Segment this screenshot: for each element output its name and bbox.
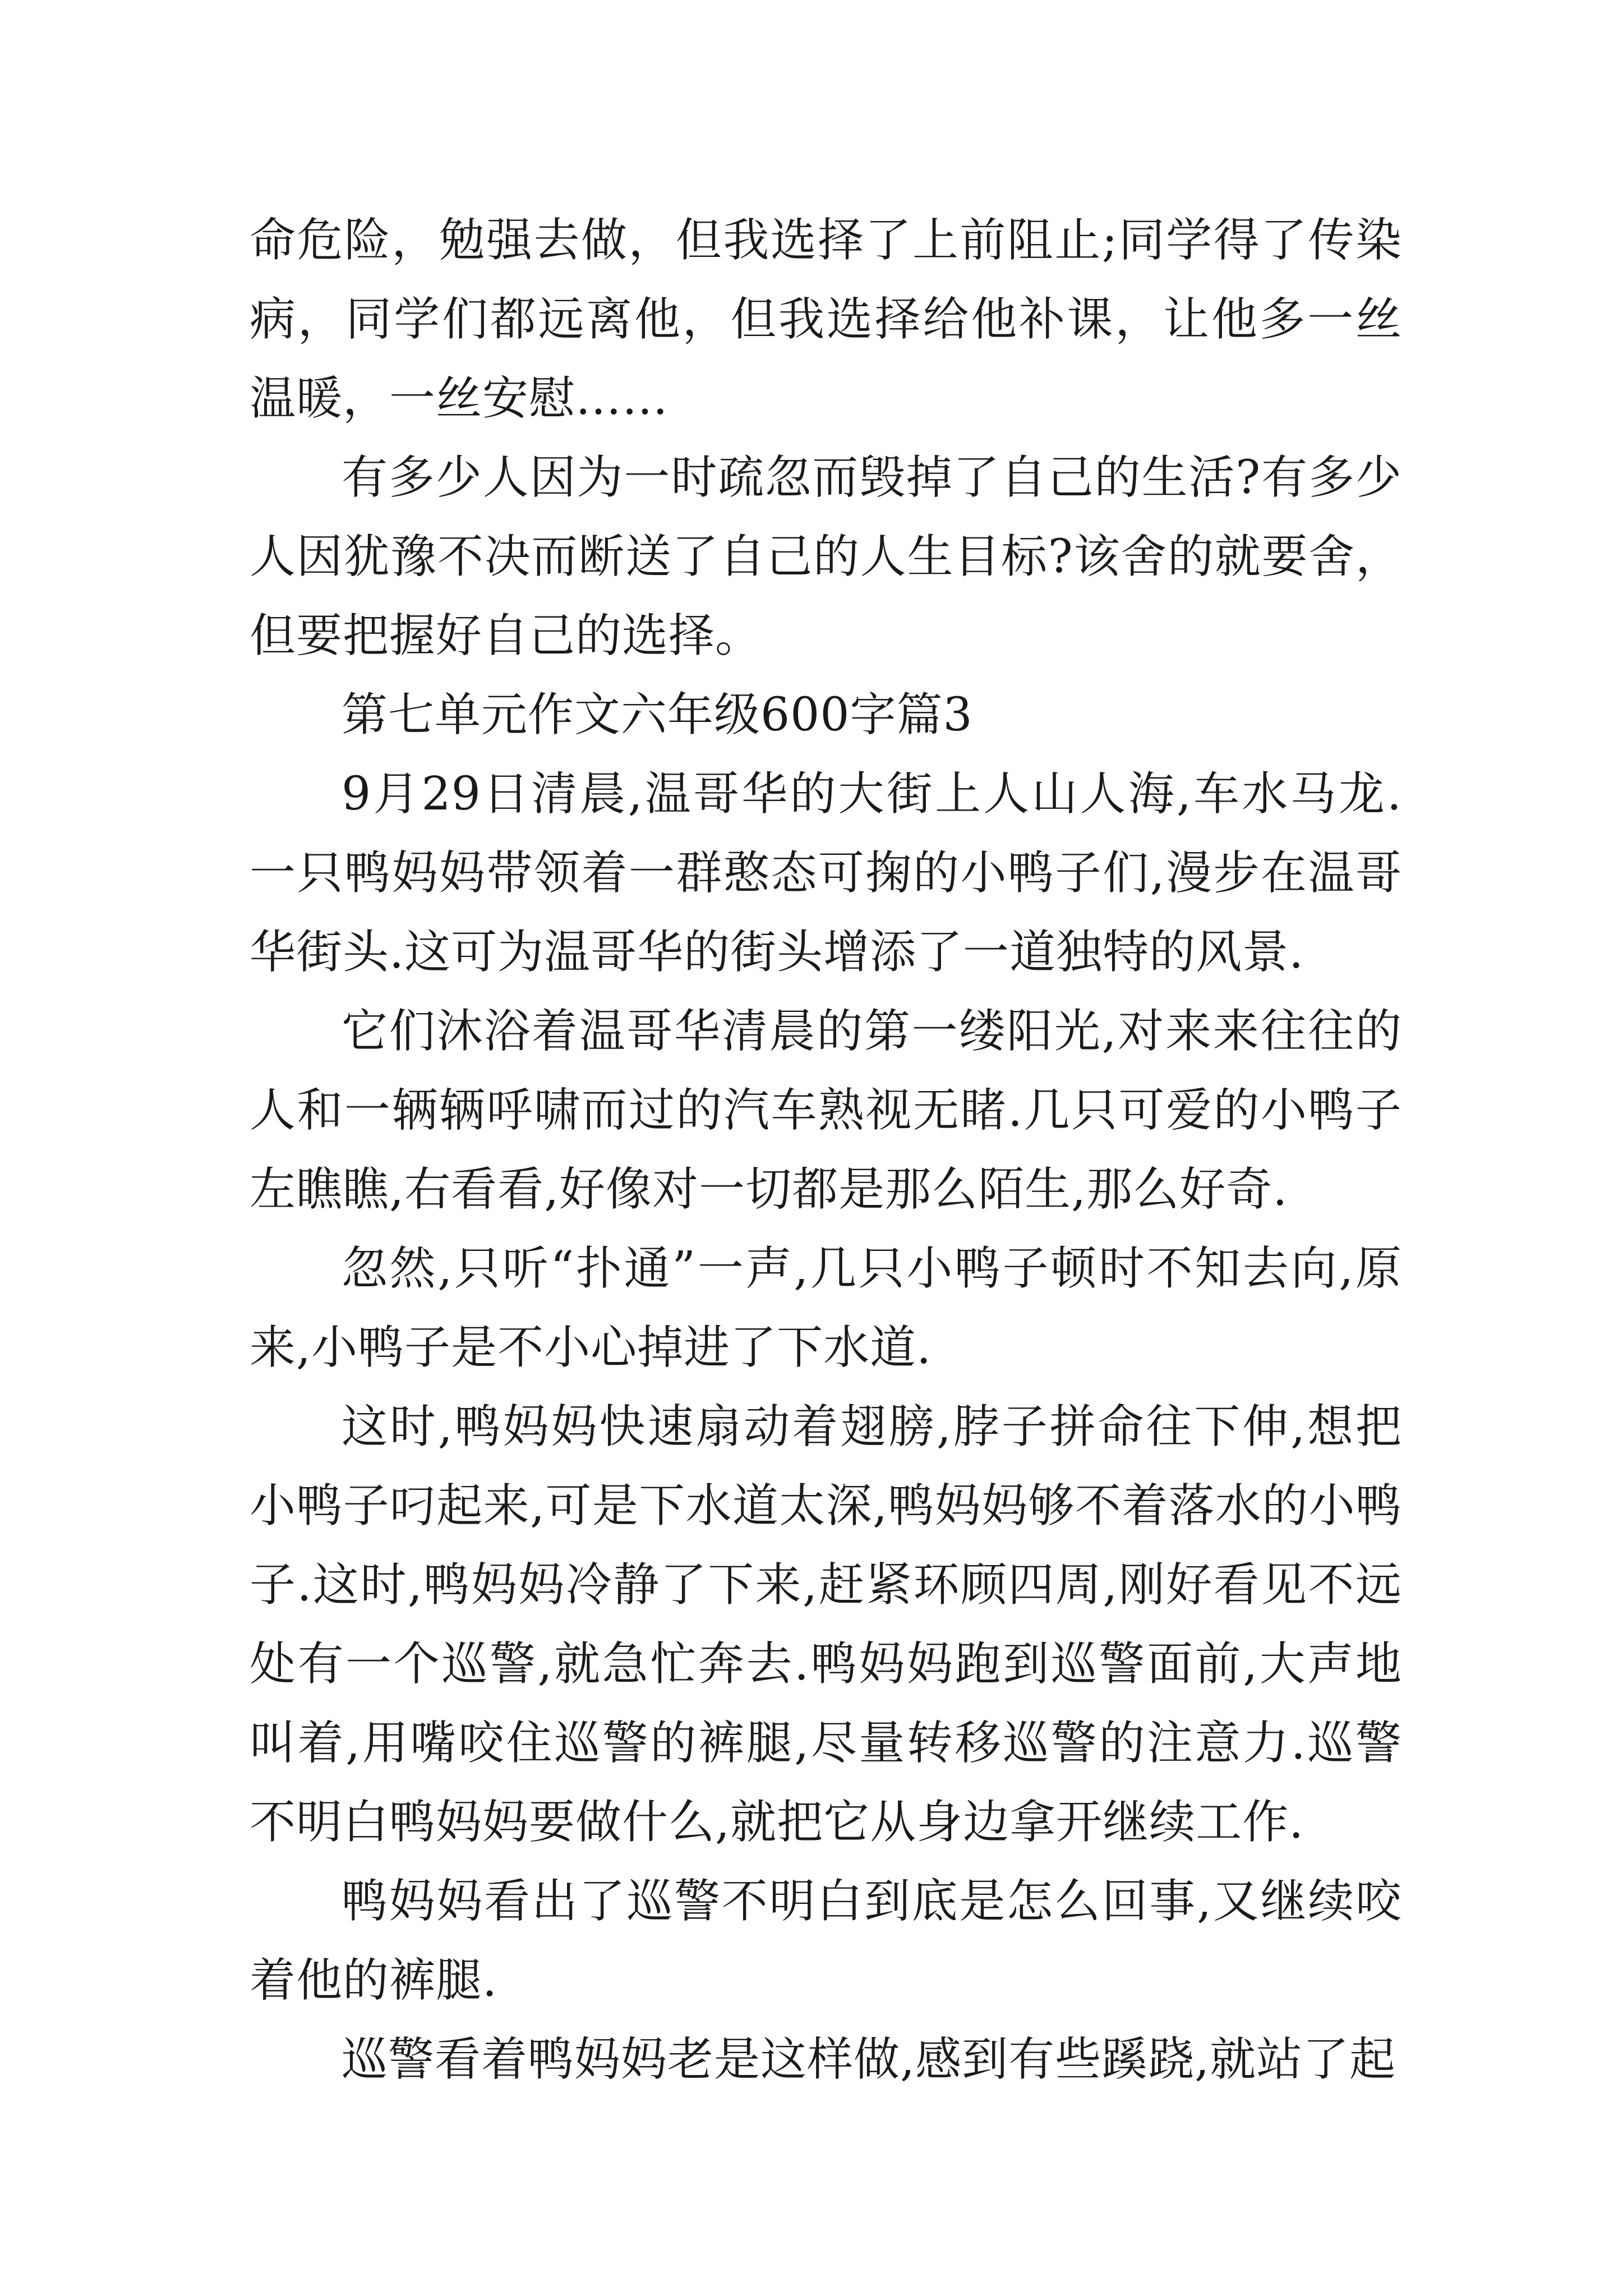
paragraph-ducks-walking: 它们沐浴着温哥华清晨的第一缕阳光,对来来往往的人和一辆辆呼啸而过的汽车熟视无睹.几只可爱的小鸭子左瞧瞧,右看看,好像对一切都是那么陌生,那么好奇. [250, 1005, 1402, 1216]
document-body [250, 201, 1402, 2099]
paragraph-continued: 命危险，勉强去做，但我选择了上前阻止;同学得了传染病，同学们都远离他，但我选择给他补课，让他多一丝温暖，一丝安慰…… [250, 214, 1402, 425]
paragraph-mother-duck-seeks-help: 这时,鸭妈妈快速扇动着翅膀,脖子拼命往下伸,想把小鸭子叼起来,可是下水道太深,鸭妈妈够不着落水的小鸭子.这时,鸭妈妈冷静了下来,赶紧环顾四周,刚好看见不远处有一个巡警,就急忙奔去.鸭妈妈跑到巡警面前,大声地叫着,用嘴咬住巡警的裤腿,尽量转移巡警的注意力.巡警不明白鸭妈妈要做什么,就把它从身边拿开继续工作. [250, 1400, 1402, 1849]
paragraph-biting-trouser: 鸭妈妈看出了巡警不明白到底是怎么回事,又继续咬着他的裤腿. [250, 1875, 1402, 2007]
paragraph-morning-scene: 9月29日清晨,温哥华的大街上人山人海,车水马龙.一只鸭妈妈带领着一群憨态可掬的小鸭子们,漫步在温哥华街头.这可为温哥华的街头增添了一道独特的风景. [250, 767, 1402, 979]
section-title: 第七单元作文六年级600字篇3 [342, 688, 973, 742]
paragraph-officer-notices: 巡警看着鸭妈妈老是这样做,感到有些蹊跷,就站了起 [342, 2033, 1396, 2086]
paragraph-reflection: 有多少人因为一时疏忽而毁掉了自己的生活?有多少人因犹豫不决而断送了自己的人生目标?该舍的就要舍，但要把握好自己的选择。 [250, 451, 1402, 662]
paragraph-ducklings-fall: 忽然,只听“扑通”一声,几只小鸭子顿时不知去向,原来,小鸭子是不小心掉进了下水道. [250, 1242, 1402, 1374]
